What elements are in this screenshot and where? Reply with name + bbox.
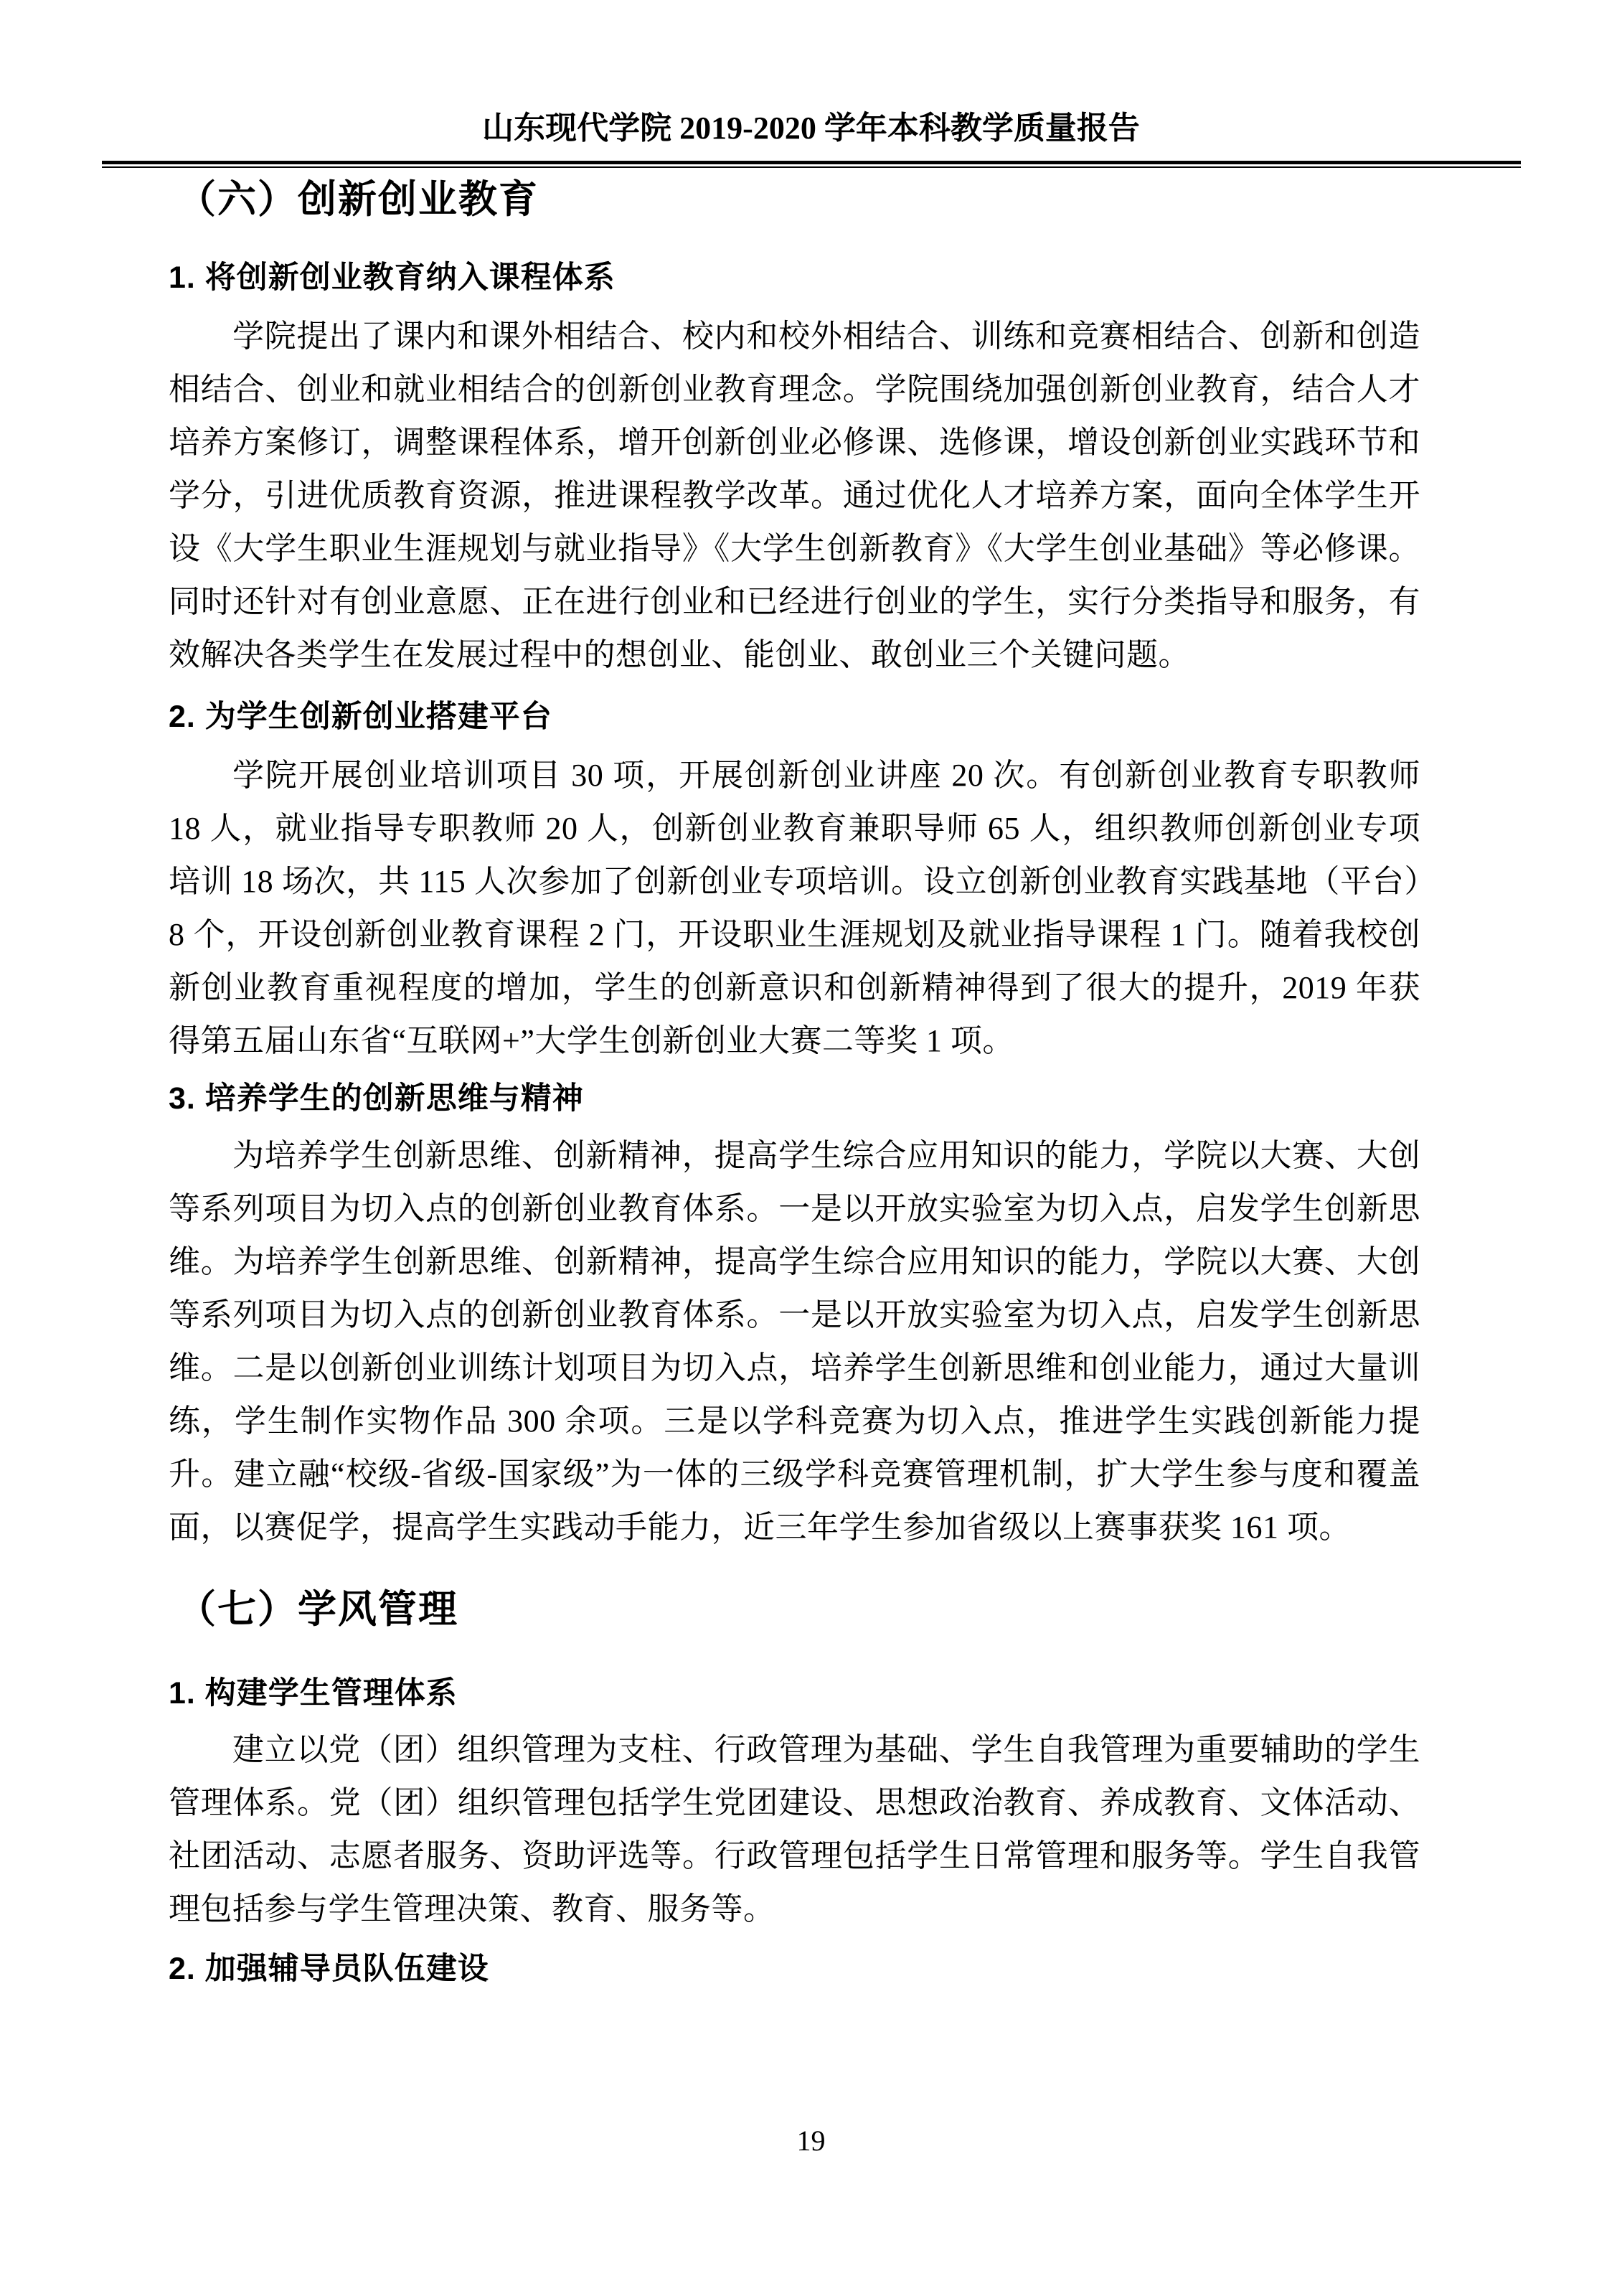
subheading-curriculum-integration: 1. 将创新创业教育纳入课程体系 [169, 260, 616, 295]
document-body [169, 177, 1420, 1988]
section-title-study-style-management: （七）学风管理 [177, 1588, 458, 1631]
header-rule-thin-line [102, 166, 1521, 168]
paragraph-curriculum-integration: 学院提出了课内和课外相结合、校内和校外相结合、训练和竞赛相结合、创新和创造相结合、创业和就业相结合的创新创业教育理念。学院围绕加强创新创业教育，结合人才培养方案修订，调整课程体系，增开创新创业必修课、选修课，增设创新创业实践环节和学分，引进优质教育资源，推进课程教学改革。通过优化人才培养方案，面向全体学生开设《大学生职业生涯规划与就业指导》《大学生创新教育》《大学生创业基础》等必修课。同时还针对有创业意愿、正在进行创业和已经进行创业的学生，实行分类指导和服务，有效解决各类学生在发展过程中的想创业、能创业、敢创业三个关键问题。 [169, 319, 1420, 672]
running-header-title: 山东现代学院 2019-2020 学年本科教学质量报告 [482, 110, 1140, 146]
paragraph-platform-building: 学院开展创业培训项目 30 项，开展创新创业讲座 20 次。有创新创业教育专职教师 18 人，就业指导专职教师 20 人，创新创业教育兼职导师 65 人，组织教师创新创业专项培训 18 场次，共 115 人次参加了创新创业专项培训。设立创新创业教育实践基地（平台）8 个，开设创新创业教育课程 2 门，开设职业生涯规划及就业指导课程 1 门。随着我校创新创业教育重视程度的增加，学生的创新意识和创新精神得到了很大的提升，2019 年获得第五届山东省“互联网+”大学生创新创业大赛二等奖 1 项。 [169, 758, 1420, 1058]
subheading-student-management-system: 1. 构建学生管理体系 [169, 1676, 458, 1711]
subheading-platform-building: 2. 为学生创新创业搭建平台 [169, 700, 552, 734]
paragraph-student-management-system: 建立以党（团）组织管理为支柱、行政管理为基础、学生自我管理为重要辅助的学生管理体系。党（团）组织管理包括学生党团建设、思想政治教育、养成教育、文体活动、社团活动、志愿者服务、资助评选等。行政管理包括学生日常管理和服务等。学生自我管理包括参与学生管理决策、教育、服务等。 [169, 1732, 1420, 1926]
section-title-innovation-entrepreneurship-education: （六）创新创业教育 [177, 178, 539, 221]
subheading-innovative-thinking: 3. 培养学生的创新思维与精神 [169, 1081, 584, 1116]
page-number: 19 [796, 2125, 826, 2157]
paragraph-innovative-thinking: 为培养学生创新思维、创新精神，提高学生综合应用知识的能力，学院以大赛、大创等系列项目为切入点的创新创业教育体系。一是以开放实验室为切入点，启发学生创新思维。为培养学生创新思维、创新精神，提高学生综合应用知识的能力，学院以大赛、大创等系列项目为切入点的创新创业教育体系。一是以开放实验室为切入点，启发学生创新思维。二是以创新创业训练计划项目为切入点，培养学生创新思维和创业能力，通过大量训练，学生制作实物作品 300 余项。三是以学科竞赛为切入点，推进学生实践创新能力提升。建立融“校级-省级-国家级”为一体的三级学科竞赛管理机制，扩大学生参与度和覆盖面，以赛促学，提高学生实践动手能力，近三年学生参加省级以上赛事获奖 161 项。 [169, 1138, 1420, 1545]
subheading-counselor-team-building: 2. 加强辅导员队伍建设 [169, 1952, 489, 1986]
header-divider-rule [102, 161, 1521, 168]
